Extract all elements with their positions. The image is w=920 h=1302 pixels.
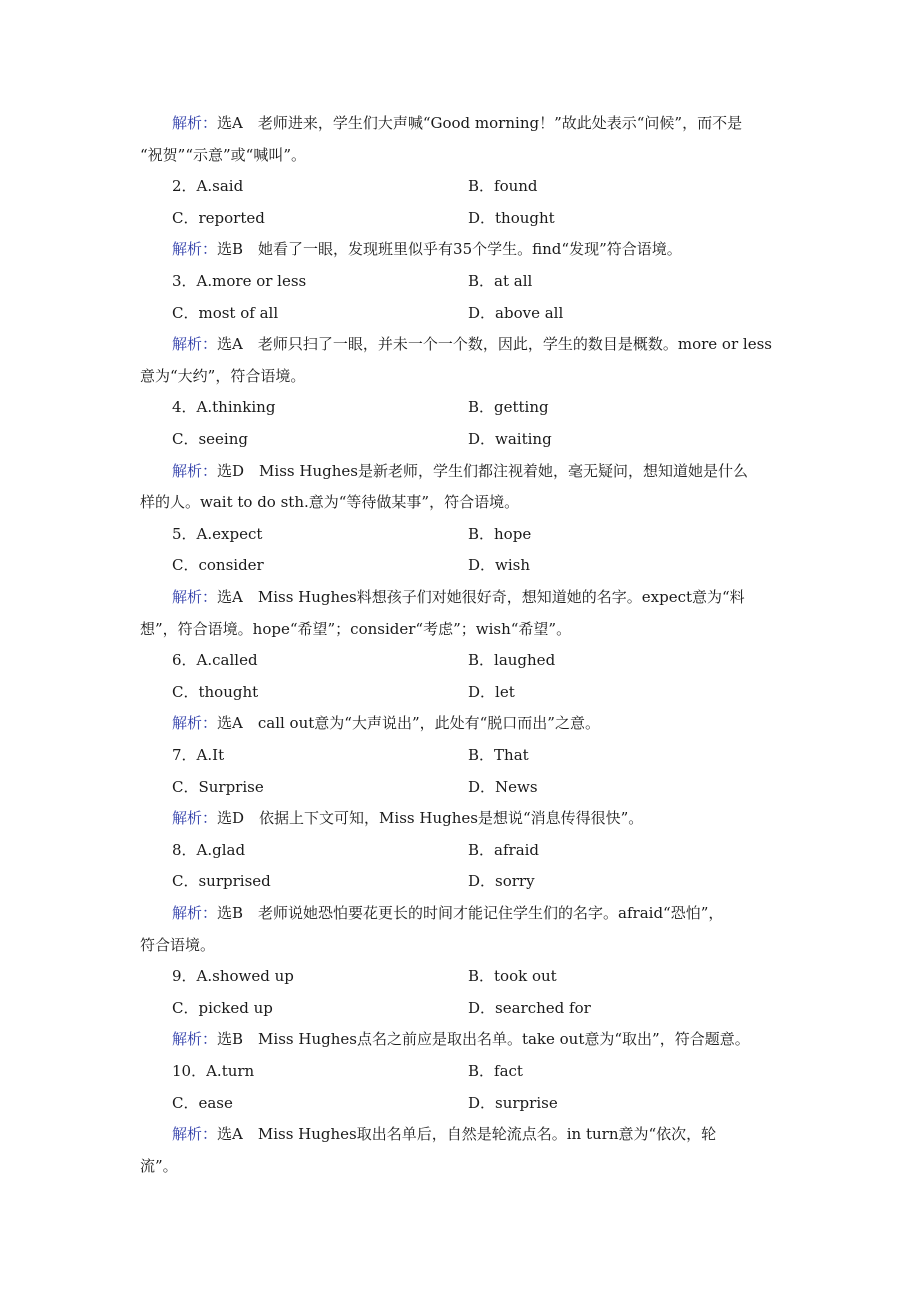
- option-b-text: B．fact: [468, 1062, 523, 1080]
- option-a-text: C．Surprise: [172, 777, 264, 796]
- option-b-text: B．at all: [468, 272, 533, 290]
- option-b-text: B．found: [468, 177, 538, 196]
- explanation-text: 选D Miss Hughes是新老师，学生们都注视着她，毫无疑问，想知道她是什么: [217, 461, 748, 480]
- explanation-line: [172, 713, 832, 733]
- explanation-text: 样的人。wait to do sth.意为“等待做某事”，符合语境。: [140, 493, 520, 512]
- option-b-text: D．waiting: [468, 430, 552, 448]
- explanation-line: [172, 1124, 832, 1144]
- explanation-line: [140, 935, 800, 955]
- option-a-text: 10．A.turn: [172, 1062, 255, 1080]
- option-a-text: 8．A.glad: [172, 840, 246, 859]
- option-b-text: D．wish: [468, 556, 531, 575]
- explanation-text: “祝贺”“示意”或“喊叫”。: [140, 145, 307, 164]
- explanation-text: 意为“大约”，符合语境。: [140, 366, 306, 385]
- option-a-text: C．seeing: [172, 430, 248, 448]
- explanation-line: [172, 239, 832, 259]
- explanation-line: [172, 903, 832, 923]
- option-a-text: C．thought: [172, 682, 259, 701]
- option-a-text: C．picked up: [172, 998, 273, 1017]
- option-b-text: B．laughed: [468, 651, 556, 670]
- explanation-line: [172, 808, 832, 828]
- option-b-text: B．getting: [468, 398, 549, 417]
- option-b-text: B．afraid: [468, 840, 540, 859]
- explanation-label: 解析：: [172, 588, 218, 606]
- option-b-text: B．That: [468, 746, 529, 764]
- option-b-text: D．News: [468, 777, 538, 796]
- option-a-text: 6．A.called: [172, 651, 258, 670]
- explanation-label: 解析：: [172, 714, 218, 733]
- explanation-text: 想”，符合语境。hope“希望”；consider“考虑”；wish“希望”。: [140, 619, 572, 638]
- explanation-label: 解析：: [172, 335, 218, 354]
- option-b-text: D．searched for: [468, 998, 591, 1017]
- option-b-text: D．above all: [468, 303, 564, 322]
- option-a-text: C．surprised: [172, 872, 271, 891]
- explanation-line: [172, 587, 832, 607]
- option-a-text: C．most of all: [172, 303, 279, 322]
- explanation-text: 选A call out意为“大声说出”，此处有“脱口而出”之意。: [217, 714, 600, 733]
- explanation-label: 解析：: [172, 461, 218, 480]
- explanation-line: [140, 619, 800, 639]
- option-a-text: 2．A.said: [172, 177, 244, 196]
- explanation-line: [172, 461, 832, 481]
- explanation-label: 解析：: [172, 904, 218, 922]
- explanation-label: 解析：: [172, 240, 218, 259]
- explanation-text: 选D 依据上下文可知，Miss Hughes是想说“消息传得很快”。: [217, 809, 644, 828]
- explanation-text: 选A Miss Hughes取出名单后，自然是轮流点名。in turn意为“依次，轮: [217, 1125, 717, 1144]
- explanation-text: 选B 老师说她恐怕要花更长的时间才能记住学生们的名字。afraid“恐怕”，: [217, 904, 724, 922]
- explanation-line: [140, 366, 800, 386]
- explanation-text: 选B 她看了一眼，发现班里似乎有35个学生。find“发现”符合语境。: [217, 240, 682, 259]
- explanation-text: 选B Miss Hughes点名之前应是取出名单。take out意为“取出”，符合题意。: [217, 1030, 750, 1049]
- option-a-text: 7．A.It: [172, 746, 225, 764]
- explanation-label: 解析：: [172, 1125, 218, 1144]
- option-a-text: 9．A.showed up: [172, 967, 294, 986]
- option-a-text: 3．A.more or less: [172, 272, 307, 290]
- explanation-text: 选A 老师只扫了一眼，并未一个一个数，因此，学生的数目是概数。more or less: [217, 335, 772, 354]
- option-a-text: C．consider: [172, 556, 264, 575]
- explanation-text: 符合语境。: [140, 935, 216, 954]
- explanation-line: [140, 145, 800, 165]
- explanation-line: [172, 113, 832, 133]
- option-a-text: 4．A.thinking: [172, 398, 276, 417]
- option-b-text: D．let: [468, 682, 515, 701]
- explanation-label: 解析：: [172, 114, 218, 132]
- explanation-text: 选A 老师进来，学生们大声喊“Good morning！”故此处表示“问候”，而不是: [217, 114, 743, 132]
- option-b-text: B．took out: [468, 967, 557, 986]
- explanation-text: 选A Miss Hughes料想孩子们对她很好奇，想知道她的名字。expect意为“料: [217, 588, 745, 606]
- option-b-text: D．thought: [468, 208, 555, 227]
- option-b-text: D．sorry: [468, 872, 535, 891]
- explanation-line: [172, 334, 832, 354]
- explanation-line: [172, 1029, 832, 1049]
- explanation-line: [140, 492, 800, 512]
- explanation-label: 解析：: [172, 809, 218, 828]
- option-b-text: B．hope: [468, 524, 532, 543]
- option-a-text: C．ease: [172, 1093, 233, 1112]
- explanation-line: [140, 1156, 800, 1176]
- option-a-text: 5．A.expect: [172, 524, 263, 543]
- explanation-text: 流”。: [140, 1156, 178, 1175]
- option-b-text: D．surprise: [468, 1093, 558, 1112]
- explanation-label: 解析：: [172, 1030, 218, 1049]
- option-a-text: C．reported: [172, 208, 265, 227]
